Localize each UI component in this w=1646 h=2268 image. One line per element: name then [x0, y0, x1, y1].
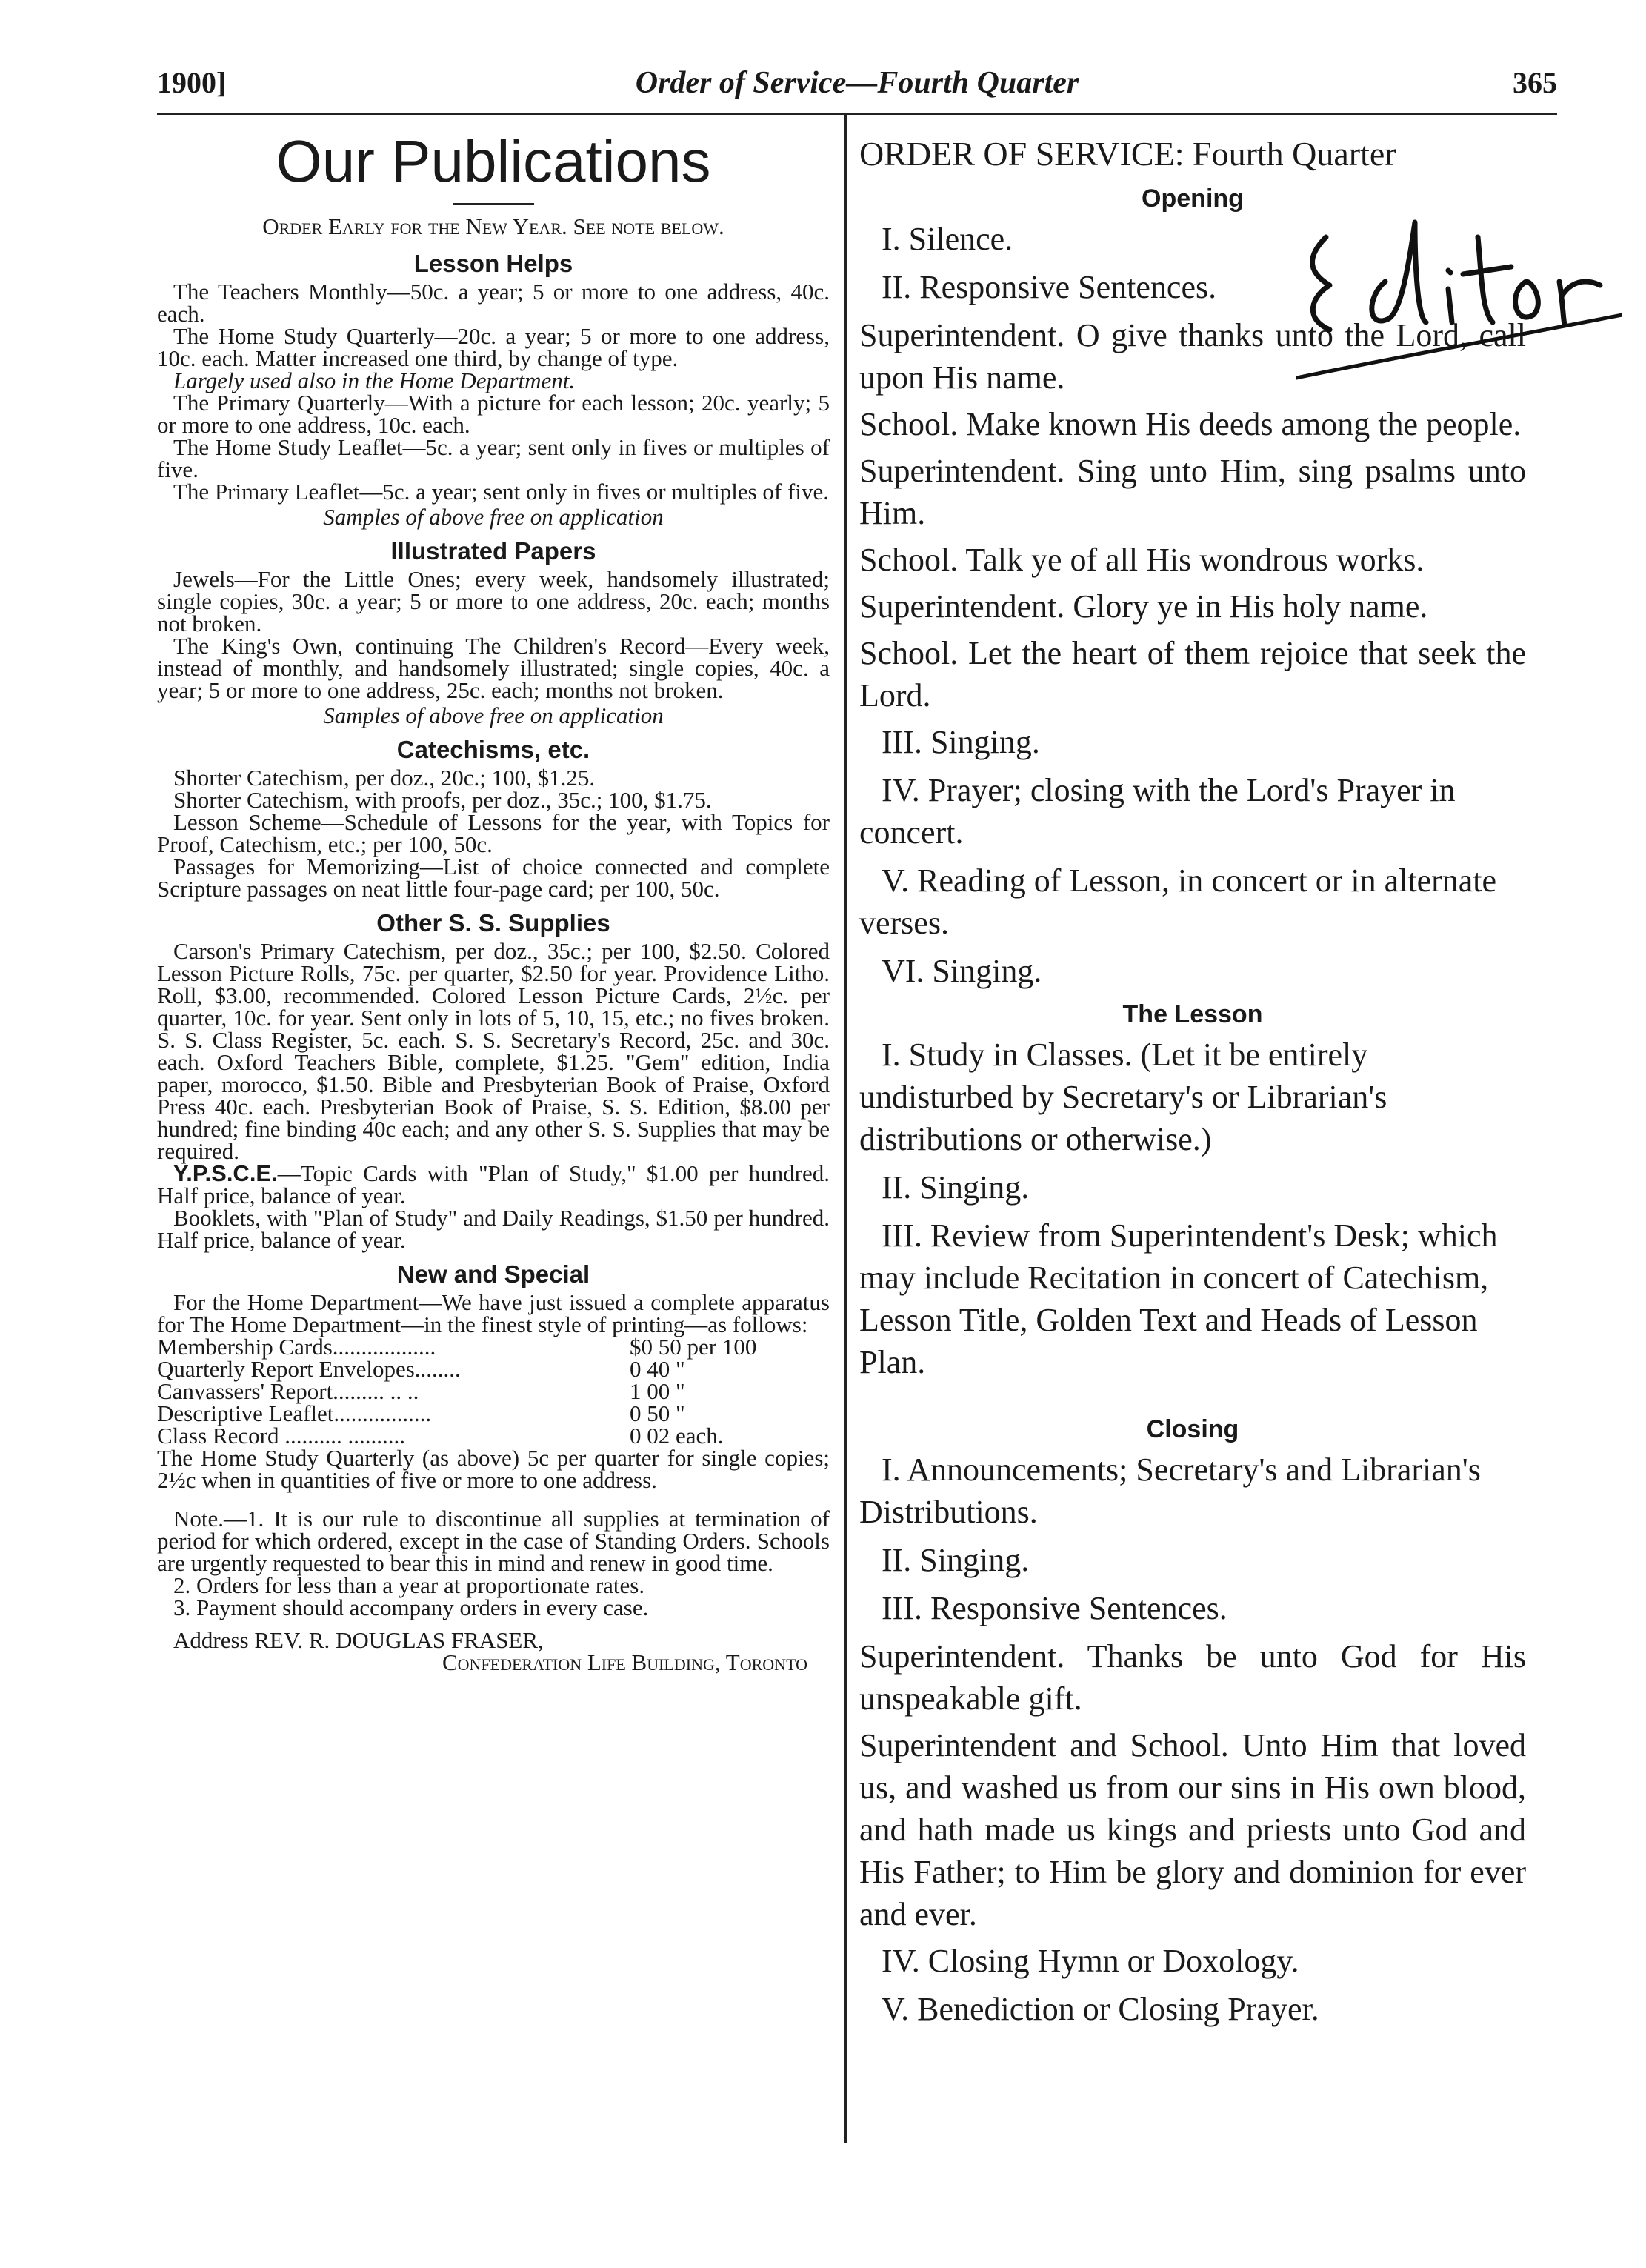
list-item: Shorter Catechism, per doz., 20c.; 100, $1.25.: [173, 765, 596, 791]
home-study-note: The Home Study Quarterly (as above) 5c per quarter for single copies; 2½c when in quantities of five or more to one address.: [157, 1445, 830, 1493]
other-supplies-text: Carson's Primary Catechism, per doz., 35c.; per 100, $2.50. Colored Lesson Picture Rolls, 75c. per quarter, $2.50 for year. Providence Litho. Roll, $3.00, recommended. Colored Lesson Picture Cards, 2½c. per quarter, 10c. for year. Sent only in lots of 5, 10, 15, etc.; no fives broken. S. S. Class Register, 5c. each. S. S. Secretary's Record, 25c. and 30c. each. Oxford Teachers Bible, complete, $1.25. "Gem" edition, India paper, morocco, $1.50. Bible and Presbyterian Book of Praise, Oxford Press 40c. each. Presbyterian Book of Praise, S. S. Edition, $8.00 per hundred; fine binding 40c each; and any other S. S. Supplies that may be required.: [157, 938, 830, 1164]
price-item: Class Record .......... ..........: [157, 1423, 405, 1449]
note-item: 3. Payment should accompany orders in every case.: [173, 1594, 649, 1620]
booklets-entry: Booklets, with "Plan of Study" and Daily Readings, $1.50 per hundred. Half price, balance of year.: [157, 1205, 830, 1253]
price-item: Quarterly Report Envelopes........: [157, 1356, 461, 1382]
list-item: Passages for Memorizing—List of choice connected and complete Scripture passages on neat little four-page card; per 100, 50c.: [157, 854, 830, 902]
responsive-sentence: School. Let the heart of them rejoice that seek the Lord.: [859, 635, 1526, 714]
other-supplies-heading: Other S. S. Supplies: [376, 909, 610, 937]
price-item: Membership Cards..................: [157, 1334, 436, 1360]
header-year: 1900]: [157, 66, 227, 99]
home-dept-intro: For the Home Department—We have just issued a complete apparatus for The Home Department—in the finest style of printing—as follows:: [157, 1289, 830, 1337]
table-row: [157, 1336, 830, 1358]
new-special-heading: New and Special: [396, 1260, 590, 1288]
price-value: $0 50 per 100: [630, 1334, 757, 1360]
service-item: III. Responsive Sentences.: [882, 1590, 1227, 1626]
responsive-sentence: Superintendent. Sing unto Him, sing psalms unto Him.: [859, 453, 1526, 531]
list-item: The Home Study Quarterly—20c. a year; 5 or more to one address, 10c. each. Matter increased one third, by change of type.: [157, 323, 830, 371]
price-table: [157, 1336, 830, 1447]
list-item: The Teachers Monthly—50c. a year; 5 or more to one address, 40c. each.: [157, 279, 830, 327]
price-value: 0 40 ": [630, 1356, 685, 1382]
price-value: 0 02 each.: [630, 1423, 724, 1449]
list-item: The King's Own, continuing The Children's Record—Every week, instead of monthly, and handsomely illustrated; single copies, 40c. a year; 5 or more to one address, 25c. each; months not broken.: [157, 633, 830, 703]
notes-block: [157, 1508, 830, 1619]
table-row: [157, 1380, 830, 1403]
service-item: II. Responsive Sentences.: [882, 269, 1217, 305]
closing-heading: Closing: [1146, 1415, 1239, 1443]
note-item: Note.—1. It is our rule to discontinue all supplies at termination of period for which ordered, except in the case of Standing Orders. Schools are urgently requested to bear this in mind and renew in good time.: [157, 1506, 830, 1576]
address-line: Confederation Life Building, Toronto: [442, 1649, 807, 1675]
left-column: [157, 124, 830, 1674]
service-item: I. Silence.: [882, 221, 1013, 257]
service-item: II. Singing.: [882, 1169, 1030, 1206]
service-item: IV. Closing Hymn or Doxology.: [882, 1943, 1299, 1979]
title-rule: [453, 203, 534, 205]
note-item: 2. Orders for less than a year at proportionate rates.: [173, 1572, 645, 1598]
right-column: [859, 124, 1526, 2036]
ypsce-entry: [157, 1160, 830, 1208]
header-rule: [157, 113, 1557, 115]
ypsce-text: —Topic Cards with "Plan of Study," $1.00 per hundred. Half price, balance of year.: [157, 1160, 830, 1208]
address-line: Address REV. R. DOUGLAS FRASER,: [173, 1627, 544, 1653]
service-item: III. Singing.: [882, 724, 1040, 760]
table-row: [157, 1358, 830, 1380]
price-item: Canvassers' Report......... .. ..: [157, 1378, 419, 1404]
opening-heading: Opening: [1142, 184, 1244, 213]
responsive-sentence: Superintendent and School. Unto Him that loved us, and washed us from our sins in His own blood, and hath made us kings and priests unto God and His Father; to Him be glory and dominion for ever and ever.: [859, 1727, 1526, 1932]
service-item: I. Announcements; Secretary's and Librarian's Distributions.: [859, 1451, 1481, 1530]
samples-note: Samples of above free on application: [323, 504, 664, 530]
lesson-heading: The Lesson: [1122, 1000, 1263, 1028]
catechisms-heading: Catechisms, etc.: [396, 736, 590, 763]
service-item: III. Review from Superintendent's Desk; which may include Recitation in concert of Catechism, Lesson Title, Golden Text and Heads of Lesson Plan.: [859, 1217, 1498, 1380]
order-of-service-title: ORDER OF SERVICE: Fourth Quarter: [859, 135, 1396, 173]
publications-title: Our Publications: [276, 128, 711, 194]
responsive-sentence: Superintendent. Glory ye in His holy name.: [859, 588, 1428, 625]
table-row: [157, 1425, 830, 1447]
lesson-helps-heading: Lesson Helps: [413, 250, 573, 277]
header-title: Order of Service—Fourth Quarter: [635, 66, 1079, 100]
service-item: I. Study in Classes. (Let it be entirely undisturbed by Secretary's or Librarian's distributions or otherwise.): [859, 1037, 1387, 1157]
handwritten-editor-signature: [1296, 193, 1622, 385]
responsive-sentence: School. Make known His deeds among the people.: [859, 406, 1522, 442]
illustrated-papers-heading: Illustrated Papers: [390, 537, 596, 565]
list-item: The Primary Quarterly—With a picture for each lesson; 20c. yearly; 5 or more to one address, 10c. each.: [157, 390, 830, 438]
list-item: Largely used also in the Home Department.: [173, 368, 576, 393]
list-item: The Primary Leaflet—5c. a year; sent only in fives or multiples of five.: [173, 479, 829, 505]
samples-note: Samples of above free on application: [323, 702, 664, 728]
responsive-sentence: School. Talk ye of all His wondrous works.: [859, 542, 1425, 578]
column-divider: [844, 113, 847, 2143]
list-item: Lesson Scheme—Schedule of Lessons for the year, with Topics for Proof, Catechism, etc.; per 100, 50c.: [157, 809, 830, 857]
list-item: The Home Study Leaflet—5c. a year; sent only in fives or multiples of five.: [157, 434, 830, 482]
service-item: V. Reading of Lesson, in concert or in alternate verses.: [859, 862, 1497, 941]
price-value: 1 00 ": [630, 1378, 685, 1404]
service-item: VI. Singing.: [882, 953, 1042, 989]
responsive-sentence: Superintendent. Thanks be unto God for His unspeakable gift.: [859, 1638, 1526, 1717]
list-item: Shorter Catechism, with proofs, per doz., 35c.; 100, $1.75.: [173, 787, 712, 813]
list-item: Jewels—For the Little Ones; every week, handsomely illustrated; single copies, 30c. a year; 5 or more to one address, 20c. each; months not broken.: [157, 566, 830, 636]
price-item: Descriptive Leaflet.................: [157, 1400, 432, 1426]
table-row: [157, 1403, 830, 1425]
service-item: II. Singing.: [882, 1542, 1030, 1578]
order-early-note: Order Early for the New Year. See note below.: [262, 213, 724, 239]
service-item: IV. Prayer; closing with the Lord's Prayer in concert.: [859, 772, 1456, 851]
page-number: 365: [1513, 66, 1557, 99]
responsive-sentence: Superintendent. O give thanks unto the Lord, call upon His name.: [859, 317, 1526, 396]
ypsce-label: Y.P.S.C.E.: [173, 1160, 278, 1186]
page-header: [157, 65, 1557, 110]
service-item: V. Benediction or Closing Prayer.: [882, 1991, 1319, 2027]
price-value: 0 50 ": [630, 1400, 685, 1426]
